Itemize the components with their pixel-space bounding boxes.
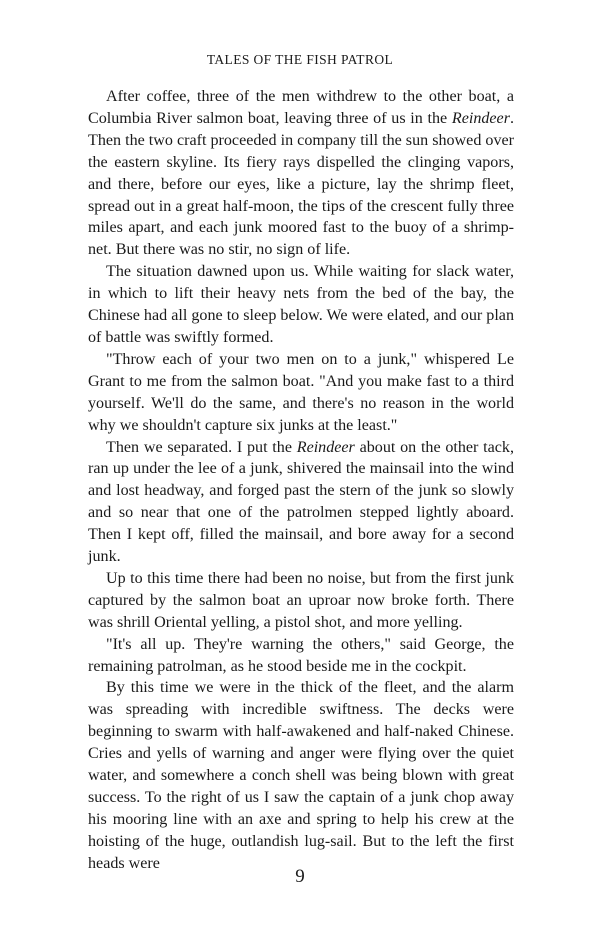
text-segment: After coffee, three of the men withdrew to the other boat, a Columbia River salmon boat, leaving three of us in the [88,88,514,127]
paragraph [88,634,514,678]
paragraph [88,568,514,634]
italic-text: Reindeer [451,109,510,127]
paragraph [88,349,514,437]
paragraph [88,86,514,261]
text-segment: "Throw each of your two men on to a junk," whispered Le Grant to me from the salmon boat. "And you make fast to a third yourself. We'll do the same, and there's no reason in the world why we shouldn't capture six junks at the least." [88,350,514,434]
page-number: 9 [295,866,305,887]
italic-text: Reindeer [296,438,355,456]
running-head: TALES OF THE FISH PATROL [206,52,394,67]
paragraph [88,437,514,568]
text-segment: Up to this time there had been no noise, but from the first junk captured by the salmon boat an uproar now broke forth. There was shrill Oriental yelling, a pistol shot, and more yelling. [88,569,514,631]
text-segment: Then we separated. I put the [106,438,297,456]
body-text [88,86,514,875]
text-segment: . Then the two craft proceeded in company till the sun showed over the eastern skyline. Its fiery rays dispelled the clinging vapors, and there, before our eyes, like a picture, lay the shrimp fleet, spread out in a great half-moon, the tips of the crescent fully three miles apart, and each junk moored fast to the buoy of a shrimp-net. But there was no stir, no sign of life. [88,109,514,259]
text-segment: The situation dawned upon us. While waiting for slack water, in which to lift their heavy nets from the bed of the bay, the Chinese had all gone to sleep below. We were elated, and our plan of battle was swiftly formed. [88,263,514,346]
text-segment: By this time we were in the thick of the fleet, and the alarm was spreading with incredible swiftness. The decks were beginning to swarm with half-awakened and half-naked Chinese. Cries and yells of warning and anger were flying over the quiet water, and somewhere a conch shell was being blown with great success. To the right of us I saw the captain of a junk chop away his mooring line with an axe and spring to help his crew at the hoisting of the huge, outlandish lug-sail. But to the left the first heads were [88,679,514,872]
text-segment: "It's all up. They're warning the others," said George, the remaining patrolman, as he stood beside me in the cockpit. [88,635,514,675]
paragraph [88,261,514,349]
text-segment: about on the other tack, ran up under the lee of a junk, shivered the mainsail into the wind and lost headway, and forged past the stern of the junk so slowly and so near that one of the patrolmen stepped lightly aboard. Then I kept off, filled the mainsail, and bore away for a second junk. [88,438,515,566]
paragraph [88,677,514,874]
